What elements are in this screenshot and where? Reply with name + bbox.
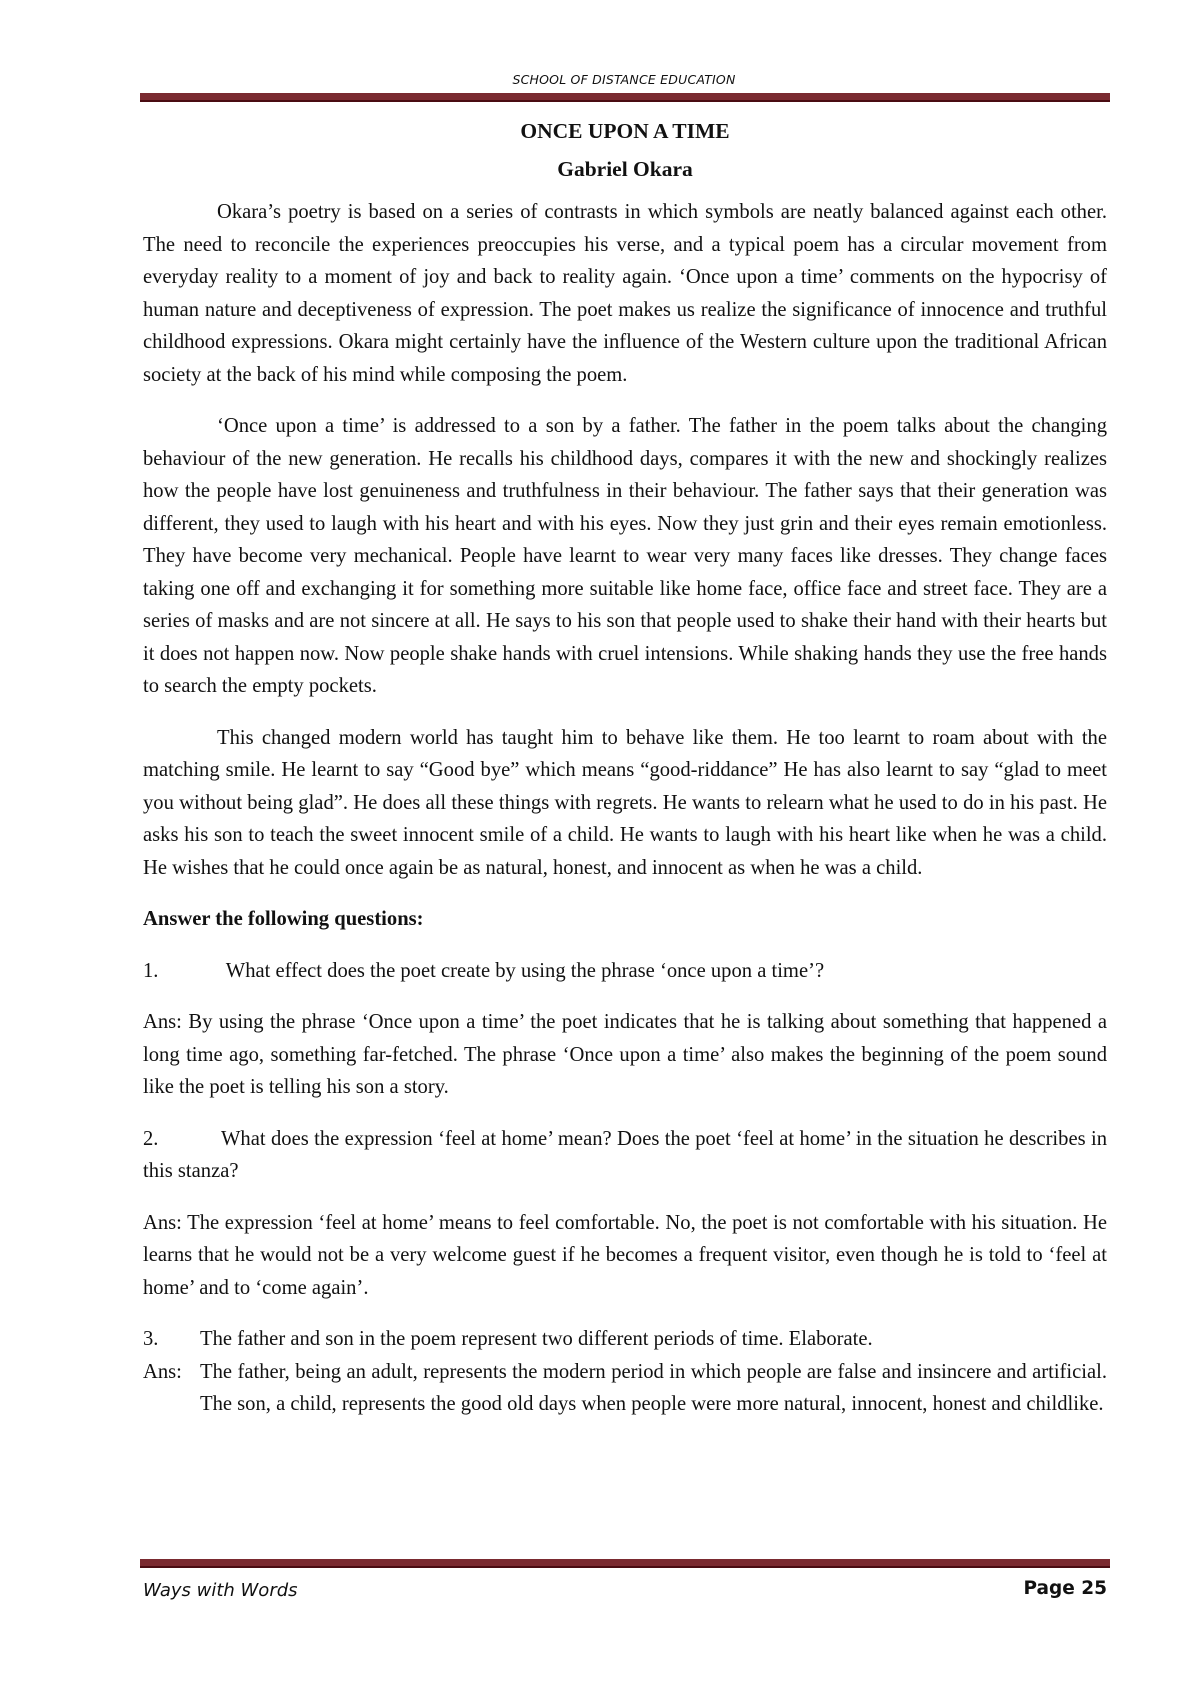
question-number: 1. — [143, 959, 159, 982]
answer-label: Ans: — [143, 1360, 182, 1383]
question-2 — [143, 1123, 1107, 1188]
answer-1: Ans: By using the phrase ‘Once upon a time’ the poet indicates that he is talking about something that happened a long time ago, something far-fetched. The phrase ‘Once upon a time’ also makes the beginning of the poem sound like the poet is telling his son a story. — [143, 1011, 1107, 1098]
question-text: What does the expression ‘feel at home’ mean? Does the poet ‘feel at home’ in the situation he describes in this stanza? — [143, 1127, 1107, 1182]
page-title: ONCE UPON A TIME — [520, 119, 730, 143]
footer-book-title: Ways with Words — [143, 1580, 298, 1601]
answer-text: The father, being an adult, represents the modern period in which people are false and insincere and artificial. The son, a child, represents the good old days when people were more natural, innocent, honest and childlike. — [200, 1360, 1107, 1415]
answer-3 — [143, 1356, 1107, 1421]
paragraph-conclusion: This changed modern world has taught him to behave like them. He too learnt to roam about with the matching smile. He learnt to say “Good bye” which means “good-riddance” He has also learnt to say “glad to meet you without being glad”. He does all these things with regrets. He wants to relearn what he used to do in his past. He asks his son to teach the sweet innocent smile of a child. He wants to laugh with his heart like when he was a child. He wishes that he could once again be as natural, honest, and innocent as when he was a child. — [143, 726, 1107, 879]
question-text: The father and son in the poem represent two different periods of time. Elaborate. — [200, 1328, 873, 1350]
answer-2: Ans: The expression ‘feel at home’ means to feel comfortable. No, the poet is not comfortable with his situation. He learns that he would not be a very welcome guest if he becomes a frequent visitor, even though he is told to ‘feel at home’ and to ‘come again’. — [143, 1211, 1107, 1299]
question-number: 3. — [143, 1328, 159, 1350]
author-name: Gabriel Okara — [557, 157, 693, 181]
paragraph-summary: ‘Once upon a time’ is addressed to a son by a father. The father in the poem talks about the changing behaviour of the new generation. He recalls his childhood days, compares it with the new and shockingly realizes how the people have lost genuineness and truthfulness in their behaviour. The father says that their generation was different, they used to laugh with his heart and with his eyes. Now they just grin and their eyes remain emotionless. They have become very mechanical. People have learnt to wear very many faces like dresses. They change faces taking one off and exchanging it for something more suitable like home face, office face and street face. They are a series of masks and are not sincere at all. He says to his son that people used to shake their hand with their hearts but it does not happen now. Now people shake hands with cruel intensions. While shaking hands they use the free hands to search the empty pockets. — [143, 415, 1107, 697]
question-number: 2. — [143, 1127, 159, 1150]
running-header: SCHOOL OF DISTANCE EDUCATION — [512, 72, 736, 87]
question-text: What effect does the poet create by using the phrase ‘once upon a time’? — [221, 959, 825, 982]
questions-heading: Answer the following questions: — [143, 908, 424, 930]
question-3 — [143, 1323, 1107, 1356]
page-number: Page 25 — [1023, 1578, 1107, 1599]
footer-rule — [140, 1559, 1110, 1568]
question-1 — [143, 955, 1107, 988]
page-content — [143, 112, 1107, 1421]
paragraph-intro: Okara’s poetry is based on a series of contrasts in which symbols are neatly balanced against each other. The need to reconcile the experiences preoccupies his verse, and a typical poem has a circular movement from everyday reality to a moment of joy and back to reality again. ‘Once upon a time’ comments on the hypocrisy of human nature and deceptiveness of expression. The poet makes us realize the significance of innocence and truthful childhood expressions. Okara might certainly have the influence of the Western culture upon the traditional African society at the back of his mind while composing the poem. — [143, 201, 1107, 386]
header-rule — [140, 93, 1110, 102]
